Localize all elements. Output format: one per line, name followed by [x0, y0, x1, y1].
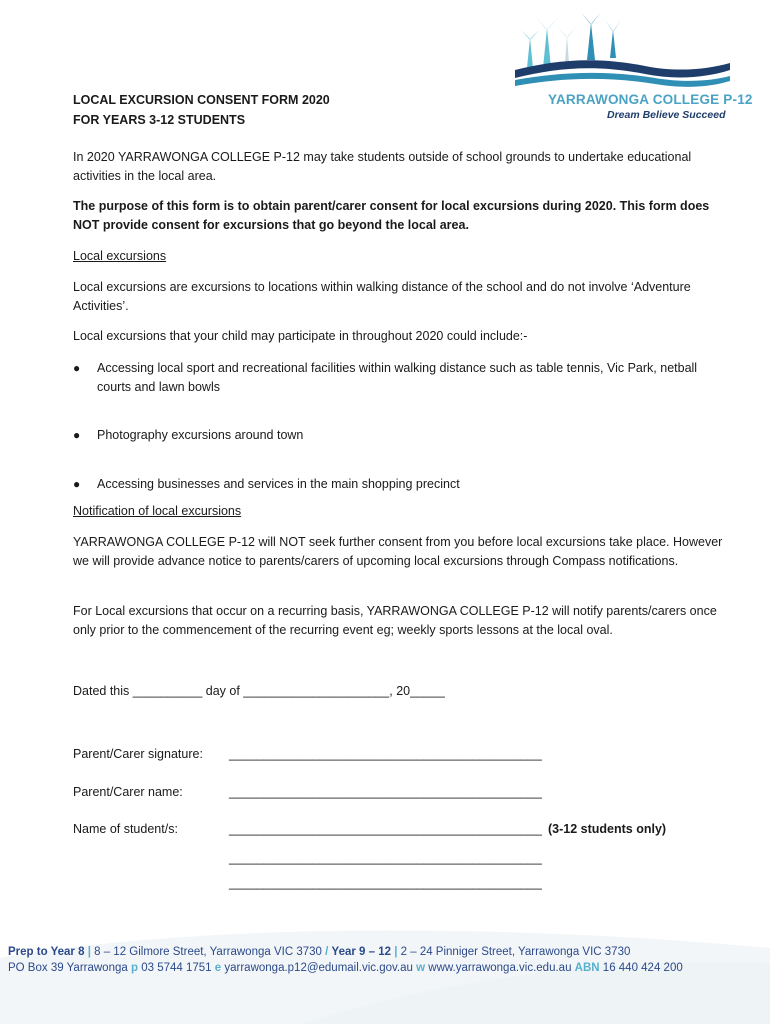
college-motto: Dream Believe Succeed	[607, 109, 726, 121]
form-title	[73, 90, 330, 130]
footer-phone-label: p	[130, 962, 138, 974]
footer-prep-address: 8 – 12 Gilmore Street, Yarrawonga VIC 3730	[94, 946, 322, 958]
student-name-field[interactable]: _____________________________________________	[229, 822, 542, 836]
footer-po-box: PO Box 39 Yarrawonga	[8, 962, 128, 974]
footer-line-2	[8, 959, 683, 978]
footer-divider: /	[325, 946, 329, 958]
parent-name-label: Parent/Carer name:	[73, 785, 183, 799]
footer-email-link[interactable]: yarrawonga.p12@edumail.vic.gov.au	[224, 962, 413, 974]
parent-name-field[interactable]: _____________________________________________	[229, 785, 542, 799]
local-excursions-heading: Local excursions	[73, 249, 167, 263]
local-excursions-definition: Local excursions are excursions to locations within walking distance of the school and do not involve ‘Adventure Activities’.	[73, 280, 691, 313]
footer-web-link[interactable]: www.yarrawonga.vic.edu.au	[428, 962, 572, 974]
parent-signature-field[interactable]: _____________________________________________	[229, 747, 542, 761]
intro-paragraph: In 2020 YARRAWONGA COLLEGE P-12 may take students outside of school grounds to undertake educational activities in the local area.	[73, 150, 692, 183]
bullet-icon: ●	[73, 428, 81, 442]
college-name: YARRAWONGA COLLEGE P-12	[548, 92, 753, 107]
list-item-text: Accessing local sport and recreational facilities within walking distance such as table tennis, Vic Park, netball courts and lawn bowls	[97, 361, 698, 394]
footer-divider: |	[394, 946, 398, 958]
list-item-text: Photography excursions around town	[97, 428, 304, 442]
footer-phone: 03 5744 1751	[141, 962, 212, 974]
recurring-paragraph: For Local excursions that occur on a recurring basis, YARRAWONGA COLLEGE P-12 will notify parents/carers once only prior to the commencement of the recurring event eg; weekly sports lessons at the local oval.	[73, 604, 717, 637]
purpose-paragraph: The purpose of this form is to obtain parent/carer consent for local excursions during 2020. This form does NOT provide consent for excursions that go beyond the local area.	[73, 199, 710, 232]
form-title-line1: LOCAL EXCURSION CONSENT FORM 2020	[73, 93, 330, 107]
dated-field[interactable]: Dated this __________ day of _____________________, 20_____	[73, 684, 445, 698]
footer-abn: 16 440 424 200	[602, 962, 683, 974]
list-item-text: Accessing businesses and services in the main shopping precinct	[97, 477, 460, 491]
footer-email-label: e	[214, 962, 222, 974]
students-note: (3-12 students only)	[548, 822, 667, 836]
footer-divider: |	[87, 946, 91, 958]
form-title-line2: FOR YEARS 3-12 STUDENTS	[73, 113, 246, 127]
bullet-icon: ●	[73, 477, 81, 491]
footer-abn-label: ABN	[574, 962, 600, 974]
notification-paragraph: YARRAWONGA COLLEGE P-12 will NOT seek further consent from you before local excursions take place. However we will provide advance notice to parents/carers of upcoming local excursions through Compass notifications.	[73, 535, 723, 568]
footer-year9-label: Year 9 – 12	[331, 946, 392, 958]
parent-signature-label: Parent/Carer signature:	[73, 747, 203, 761]
student-name-field-2[interactable]: _____________________________________________	[229, 851, 542, 865]
footer-year9-address: 2 – 24 Pinniger Street, Yarrawonga VIC 3730	[400, 946, 631, 958]
footer-prep-label: Prep to Year 8	[8, 946, 85, 958]
student-name-label: Name of student/s:	[73, 822, 178, 836]
notification-heading: Notification of local excursions	[73, 504, 242, 518]
student-name-field-3[interactable]: _____________________________________________	[229, 876, 542, 890]
footer-web-label: w	[416, 962, 426, 974]
bullet-icon: ●	[73, 361, 81, 375]
local-list-intro: Local excursions that your child may participate in throughout 2020 could include:-	[73, 329, 528, 343]
